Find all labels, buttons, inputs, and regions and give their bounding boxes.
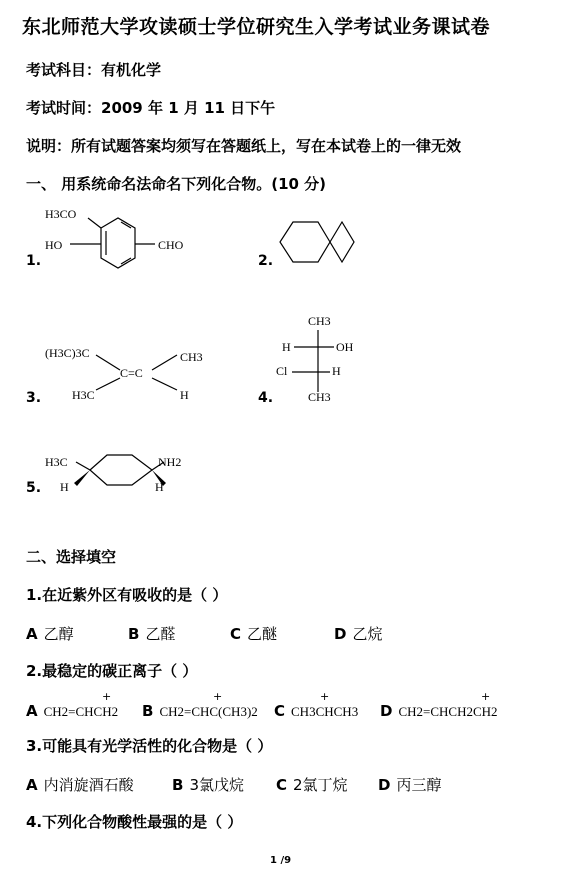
item-2-number: 2.	[258, 253, 274, 269]
compound-4-oh-label: OH	[336, 340, 354, 354]
compound-5-h1-label: H	[60, 480, 69, 494]
compound-4-h-label: H	[282, 340, 291, 354]
compound-4-bottom-ch3: CH3	[308, 390, 331, 404]
compound-3-ch3-label: CH3	[180, 350, 203, 364]
compound-3-h-label: H	[180, 388, 189, 402]
q1-option-c: C 乙醚	[230, 625, 278, 643]
q2-option-d: D CH2=CHCH2CH2	[380, 702, 498, 720]
exam-note: 说明：所有试题答案均须写在答题纸上，写在本试卷上的一律无效	[26, 137, 462, 155]
q2-option-a-plus: +	[102, 690, 112, 703]
compound-1-cho-label: CHO	[158, 238, 184, 252]
q1-text: 1.在近紫外区有吸收的是（ ）	[26, 586, 228, 604]
q1-option-a: A 乙醇	[26, 625, 74, 643]
q1-option-b: B 乙醛	[128, 625, 176, 643]
q3-option-a: A 内消旋酒石酸	[26, 776, 134, 794]
q3-option-d: D 丙三醇	[378, 776, 442, 794]
page-number: 1 /9	[270, 855, 292, 866]
compound-5-nh2-label: NH2	[158, 455, 182, 469]
q2-option-b: B CH2=CHC(CH3)2	[142, 702, 258, 720]
item-5-number: 5.	[26, 480, 42, 496]
q2-option-b-plus: +	[213, 690, 223, 703]
section2-heading: 二、选择填空	[26, 548, 117, 566]
q3-option-c: C 2氯丁烷	[276, 776, 348, 794]
compound-3-tbu-label: (H3C)3C	[45, 346, 90, 360]
compound-4-h2-label: H	[332, 364, 341, 378]
q1-option-d: D 乙烷	[334, 625, 383, 643]
exam-time: 考试时间：2009 年 1 月 11 日下午	[26, 99, 276, 117]
q2-option-a: A CH2=CHCH2	[26, 702, 119, 720]
q2-option-c: C CH3CHCH3	[274, 702, 359, 720]
q3-option-b: B 3氯戊烷	[172, 776, 244, 794]
item-4-number: 4.	[258, 390, 274, 406]
q2-option-c-plus: +	[320, 690, 330, 703]
q3-text: 3.可能具有光学活性的化合物是（ ）	[26, 737, 273, 755]
exam-title: 东北师范大学攻读硕士学位研究生入学考试业务课试卷	[22, 16, 491, 38]
q4-text: 4.下列化合物酸性最强的是（ ）	[26, 813, 243, 831]
compound-1-ho-label: HO	[45, 238, 63, 252]
compound-3-cc-label: C=C	[120, 366, 143, 380]
compound-4-top-ch3: CH3	[308, 314, 331, 328]
compound-5-h3c-label: H3C	[45, 455, 68, 469]
exam-subject: 考试科目：有机化学	[26, 61, 162, 79]
q2-text: 2.最稳定的碳正离子（ ）	[26, 662, 198, 680]
compound-5-h2-label: H	[155, 480, 164, 494]
item-1-number: 1.	[26, 253, 42, 269]
item-3-number: 3.	[26, 390, 42, 406]
compound-1-h3co-label: H3CO	[45, 207, 77, 221]
q2-option-d-plus: +	[481, 690, 491, 703]
compound-3-h3c-label: H3C	[72, 388, 95, 402]
compound-4-cl-label: Cl	[276, 364, 288, 378]
section1-heading: 一、 用系统命名法命名下列化合物。(10 分)	[26, 175, 327, 193]
